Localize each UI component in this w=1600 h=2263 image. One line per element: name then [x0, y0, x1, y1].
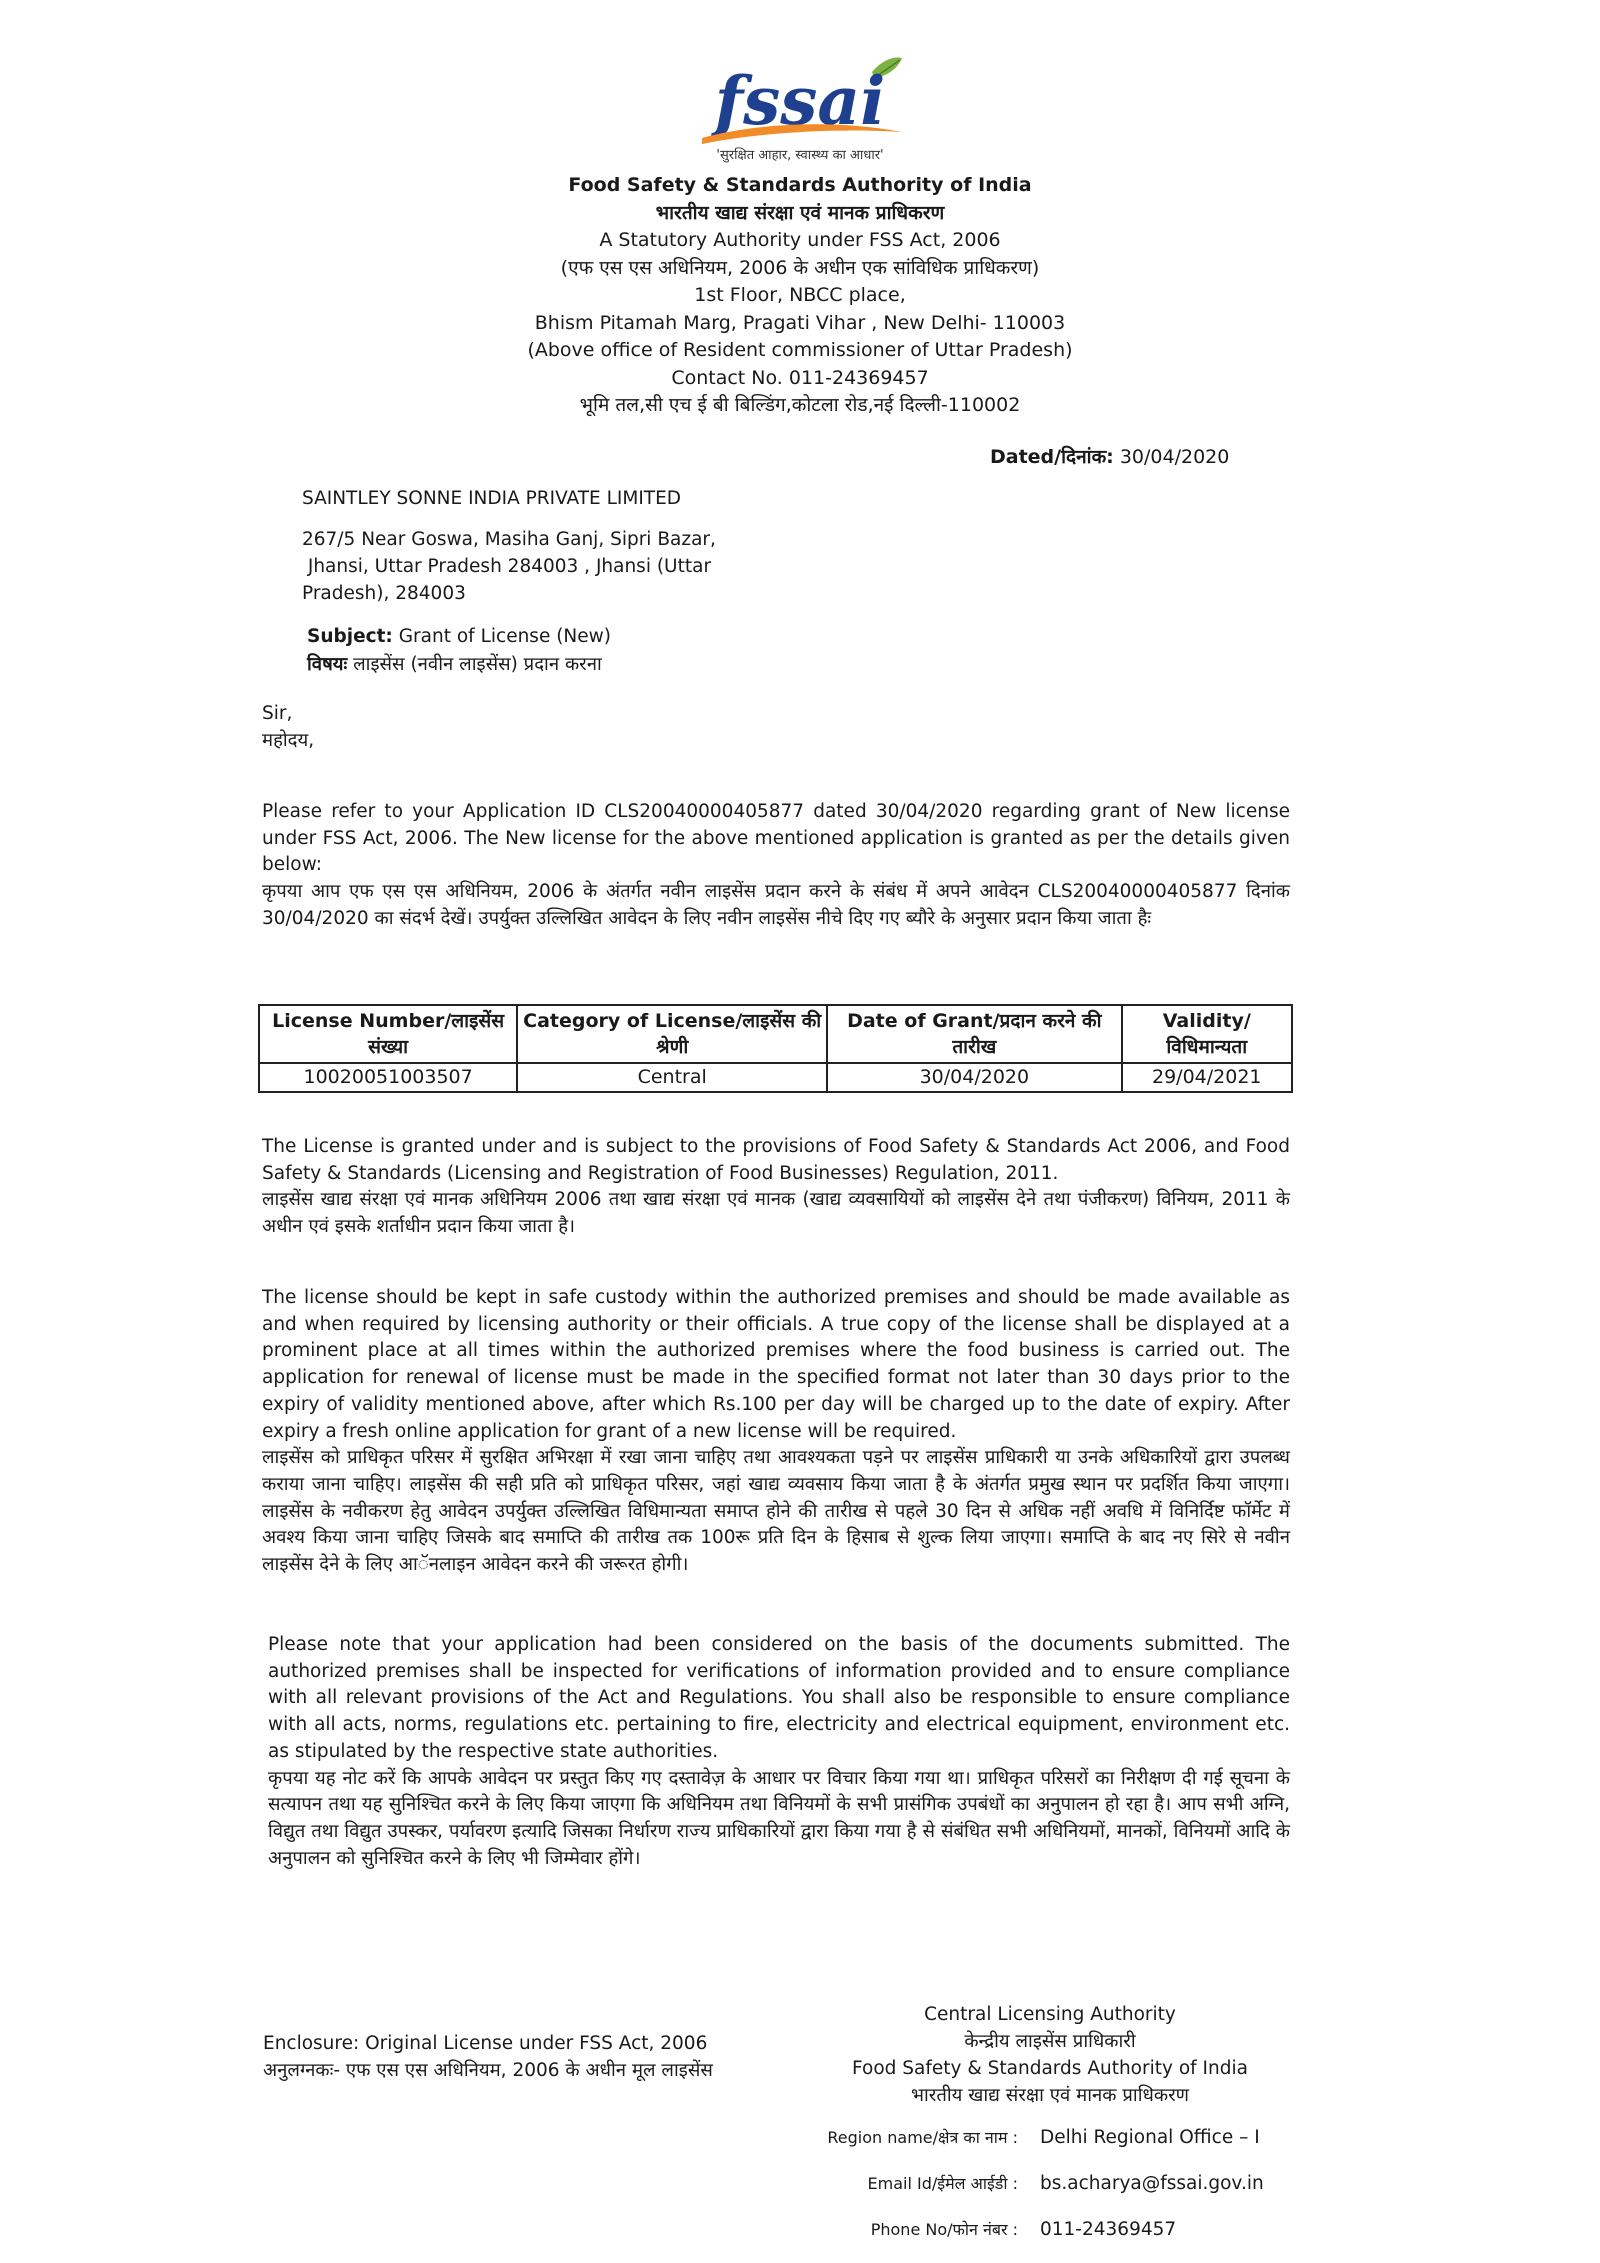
phone-value: 011-24369457	[1040, 2219, 1177, 2240]
address-line-3: (Above office of Resident commissioner of Uttar Pradesh)	[527, 339, 1073, 361]
custody-hi: लाइसेंस को प्राधिकृत परिसर में सुरक्षित अभिरक्षा में रखा जाना चाहिए तथा आवश्यकता पड़ने पर लाइसेंस प्राधिकारी या उनके अधिकारियों द्वारा उपलब्ध कराया जाना चाहिए। लाइसेंस की सही प्रति को प्राधिकृत परिसर, जहां खाद्य व्यवसाय किया जाता है के अंतर्गत प्रमुख स्थान पर प्रदर्शित किया जाएगा। लाइसेंस के नवीकरण हेतु आवेदन उपर्युक्त उल्लिखित विधिमान्यता समाप्त होने की तारीख से पहले 30 दिन से अधिक नहीं अवधि में विनिर्दिष्ट फॉर्मेट में अवश्य किया जाना चाहिए जिसके बाद समाप्ति की तारीख तक 100रू प्रति दिन के हिसाब से शुल्क लिया जाएगा। समाप्ति के बाद नए सिरे से नवीन लाइसेंस देने के लिए आॅनलाइन आवेदन करने की जरूरत होगी।	[262, 1447, 1290, 1576]
address-hi: भूमि तल,सी एच ई बी बिल्डिंग,कोटला रोड,नई दिल्ली-110002	[579, 394, 1021, 416]
date-line	[990, 444, 1310, 471]
header-validity: Validity/ विधिमान्यता	[1122, 1005, 1292, 1063]
phone-label: Phone No/फोन नंबर :	[870, 2220, 1018, 2239]
note-en: Please note that your application had been considered on the basis of the documents submitted. The authorized premises shall be inspected for verifications of information provided and to ensure compliance with all relevant provisions of the Act and Regulations. You shall also be responsible to ensure compliance with all acts, norms, regulations etc. pertaining to fire, electricity and electrical equipment, environment etc. as stipulated by the respective state authorities.	[268, 1634, 1290, 1762]
header-license-number: License Number/लाइसेंस संख्या	[259, 1005, 517, 1063]
salutation-en: Sir,	[262, 703, 293, 724]
signing-authority	[800, 2001, 1300, 2109]
address-line-2: Bhism Pitamah Marg, Pragati Vihar , New Delhi- 110003	[534, 311, 1066, 334]
statutory-en: A Statutory Authority under FSS Act, 2006	[599, 229, 1001, 251]
contact-number: Contact No. 011-24369457	[671, 366, 929, 389]
email-label: Email Id/ईमेल आईडी :	[867, 2174, 1018, 2193]
cell-date-of-grant: 30/04/2020	[827, 1063, 1121, 1092]
salutation	[262, 700, 314, 754]
statutory-hi: (एफ एस एस अधिनियम, 2006 के अधीन एक सांविधिक प्राधिकरण)	[560, 256, 1040, 279]
note-paragraph	[268, 1632, 1290, 1872]
authority-org-en: Food Safety & Standards Authority of India	[852, 2058, 1248, 2079]
addressee	[302, 485, 782, 607]
logo-wordmark: fssai	[714, 62, 886, 140]
region-value: Delhi Regional Office – I	[1040, 2127, 1260, 2148]
subject	[307, 623, 1007, 679]
salutation-hi: महोदय,	[262, 730, 315, 751]
date-label: Dated/दिनांक:	[990, 446, 1114, 468]
subject-label-en: Subject:	[307, 626, 393, 647]
authority-title-hi: केन्द्रीय लाइसेंस प्राधिकारी	[964, 2031, 1136, 2052]
cell-license-number: 10020051003507	[259, 1063, 517, 1092]
license-table	[258, 1004, 1293, 1093]
note-hi: कृपया यह नोट करें कि आपके आवेदन पर प्रस्तुत किए गए दस्तावेज़ के आधार पर विचार किया गया था। प्राधिकृत परिसरों का निरीक्षण दी गई सूचना के सत्यापन तथा यह सुनिश्चित करने के लिए किया जाएगा कि अधिनियम तथा विनियमों के सभी प्रासंगिक उपबंधों का अनुपालन हो रहा है। आप सभी अग्नि, विद्युत तथा विद्युत उपस्कर, पर्यावरण इत्यादि जिसका निर्धारण राज्य प्राधिकारियों द्वारा किया गया है से संबंधित सभी अधिनियमों, मानकों, विनियमों आदि के अनुपालन को सुनिश्चित करने के लिए भी जिम्मेवार होंगे।	[268, 1767, 1290, 1869]
region-label: Region name/क्षेत्र का नाम :	[827, 2128, 1018, 2147]
phone-row	[700, 2216, 1400, 2262]
enclosure-hi: अनुलग्नकः- एफ एस एस अधिनियम, 2006 के अधीन मूल लाइसेंस	[263, 2060, 713, 2081]
contact-details	[700, 2124, 1400, 2262]
subject-label-hi: विषयः	[307, 654, 348, 675]
fssai-logo	[650, 52, 950, 167]
custody-en: The license should be kept in safe custody within the authorized premises and should be made available as and when required by licensing authority or their officials. A true copy of the license shall be displayed at a prominent place at all times within the authorized premises where the food business is carried out. The application for renewal of license must be made in the specified format not later than 30 days prior to the expiry of validity mentioned above, after which Rs.100 per day will be charged up to the date of expiry. After expiry a fresh online application for grant of a new license will be required.	[262, 1287, 1290, 1442]
header-date-of-grant: Date of Grant/प्रदान करने की तारीख	[827, 1005, 1121, 1063]
intro-paragraph	[262, 799, 1290, 933]
authority-org-hi: भारतीय खाद्य संरक्षा एवं मानक प्राधिकरण	[910, 2085, 1190, 2106]
enclosure-en: Enclosure: Original License under FSS Act, 2006	[263, 2033, 708, 2054]
org-name-hi: भारतीय खाद्य संरक्षा एवं मानक प्राधिकरण	[655, 201, 945, 224]
fssai-logo-graphic	[650, 52, 950, 167]
region-row	[700, 2124, 1400, 2170]
authority-title-en: Central Licensing Authority	[924, 2004, 1176, 2025]
org-name-en: Food Safety & Standards Authority of India	[568, 174, 1032, 196]
provisions-hi: लाइसेंस खाद्य संरक्षा एवं मानक अधिनियम 2006 तथा खाद्य संरक्षा एवं मानक (खाद्य व्यवसायियों को लाइसेंस देने तथा पंजीकरण) विनियम, 2011 के अधीन एवं इसके शर्ताधीन प्रदान किया जाता है।	[262, 1189, 1290, 1238]
cell-category: Central	[517, 1063, 827, 1092]
subject-value-hi: लाइसेंस (नवीन लाइसेंस) प्रदान करना	[347, 654, 602, 675]
intro-hi: कृपया आप एफ एस एस अधिनियम, 2006 के अंतर्गत नवीन लाइसेंस प्रदान करने के संबंध में अपने आवेदन CLS20040000405877 दिनांक 30/04/2020 का संदर्भ देखें। उपर्युक्त उल्लिखित आवेदन के लिए नवीन लाइसेंस नीचे दिए गए ब्यौरे के अनुसार प्रदान किया जाता हैः	[262, 881, 1290, 929]
email-row	[700, 2170, 1400, 2216]
address-line-1: 1st Floor, NBCC place,	[694, 284, 906, 306]
company-name: SAINTLEY SONNE INDIA PRIVATE LIMITED	[302, 488, 682, 509]
subject-value-en: Grant of License (New)	[392, 626, 611, 647]
company-address-3: Pradesh), 284003	[302, 583, 466, 604]
table-header-row	[259, 1005, 1292, 1063]
letterhead	[400, 172, 1200, 420]
company-address-1: 267/5 Near Goswa, Masiha Ganj, Sipri Bazar,	[302, 529, 716, 550]
company-address-2: Jhansi, Uttar Pradesh 284003 , Jhansi (Uttar	[302, 556, 712, 577]
header-category: Category of License/लाइसेंस की श्रेणी	[517, 1005, 827, 1063]
logo-tagline: 'सुरक्षित आहार, स्वास्थ्य का आधार'	[716, 148, 884, 163]
table-row	[259, 1063, 1292, 1092]
date-value: 30/04/2020	[1119, 446, 1230, 468]
custody-paragraph	[262, 1285, 1290, 1579]
cell-validity: 29/04/2021	[1122, 1063, 1292, 1092]
provisions-paragraph	[262, 1134, 1290, 1241]
enclosure	[263, 2030, 783, 2084]
email-value[interactable]: bs.acharya@fssai.gov.in	[1040, 2173, 1264, 2194]
intro-en: Please refer to your Application ID CLS20040000405877 dated 30/04/2020 regarding grant of New license under FSS Act, 2006. The New license for the above mentioned application is granted as per the details given below:	[262, 801, 1290, 876]
provisions-en: The License is granted under and is subject to the provisions of Food Safety & Standards Act 2006, and Food Safety & Standards (Licensing and Registration of Food Businesses) Regulation, 2011.	[262, 1136, 1290, 1184]
